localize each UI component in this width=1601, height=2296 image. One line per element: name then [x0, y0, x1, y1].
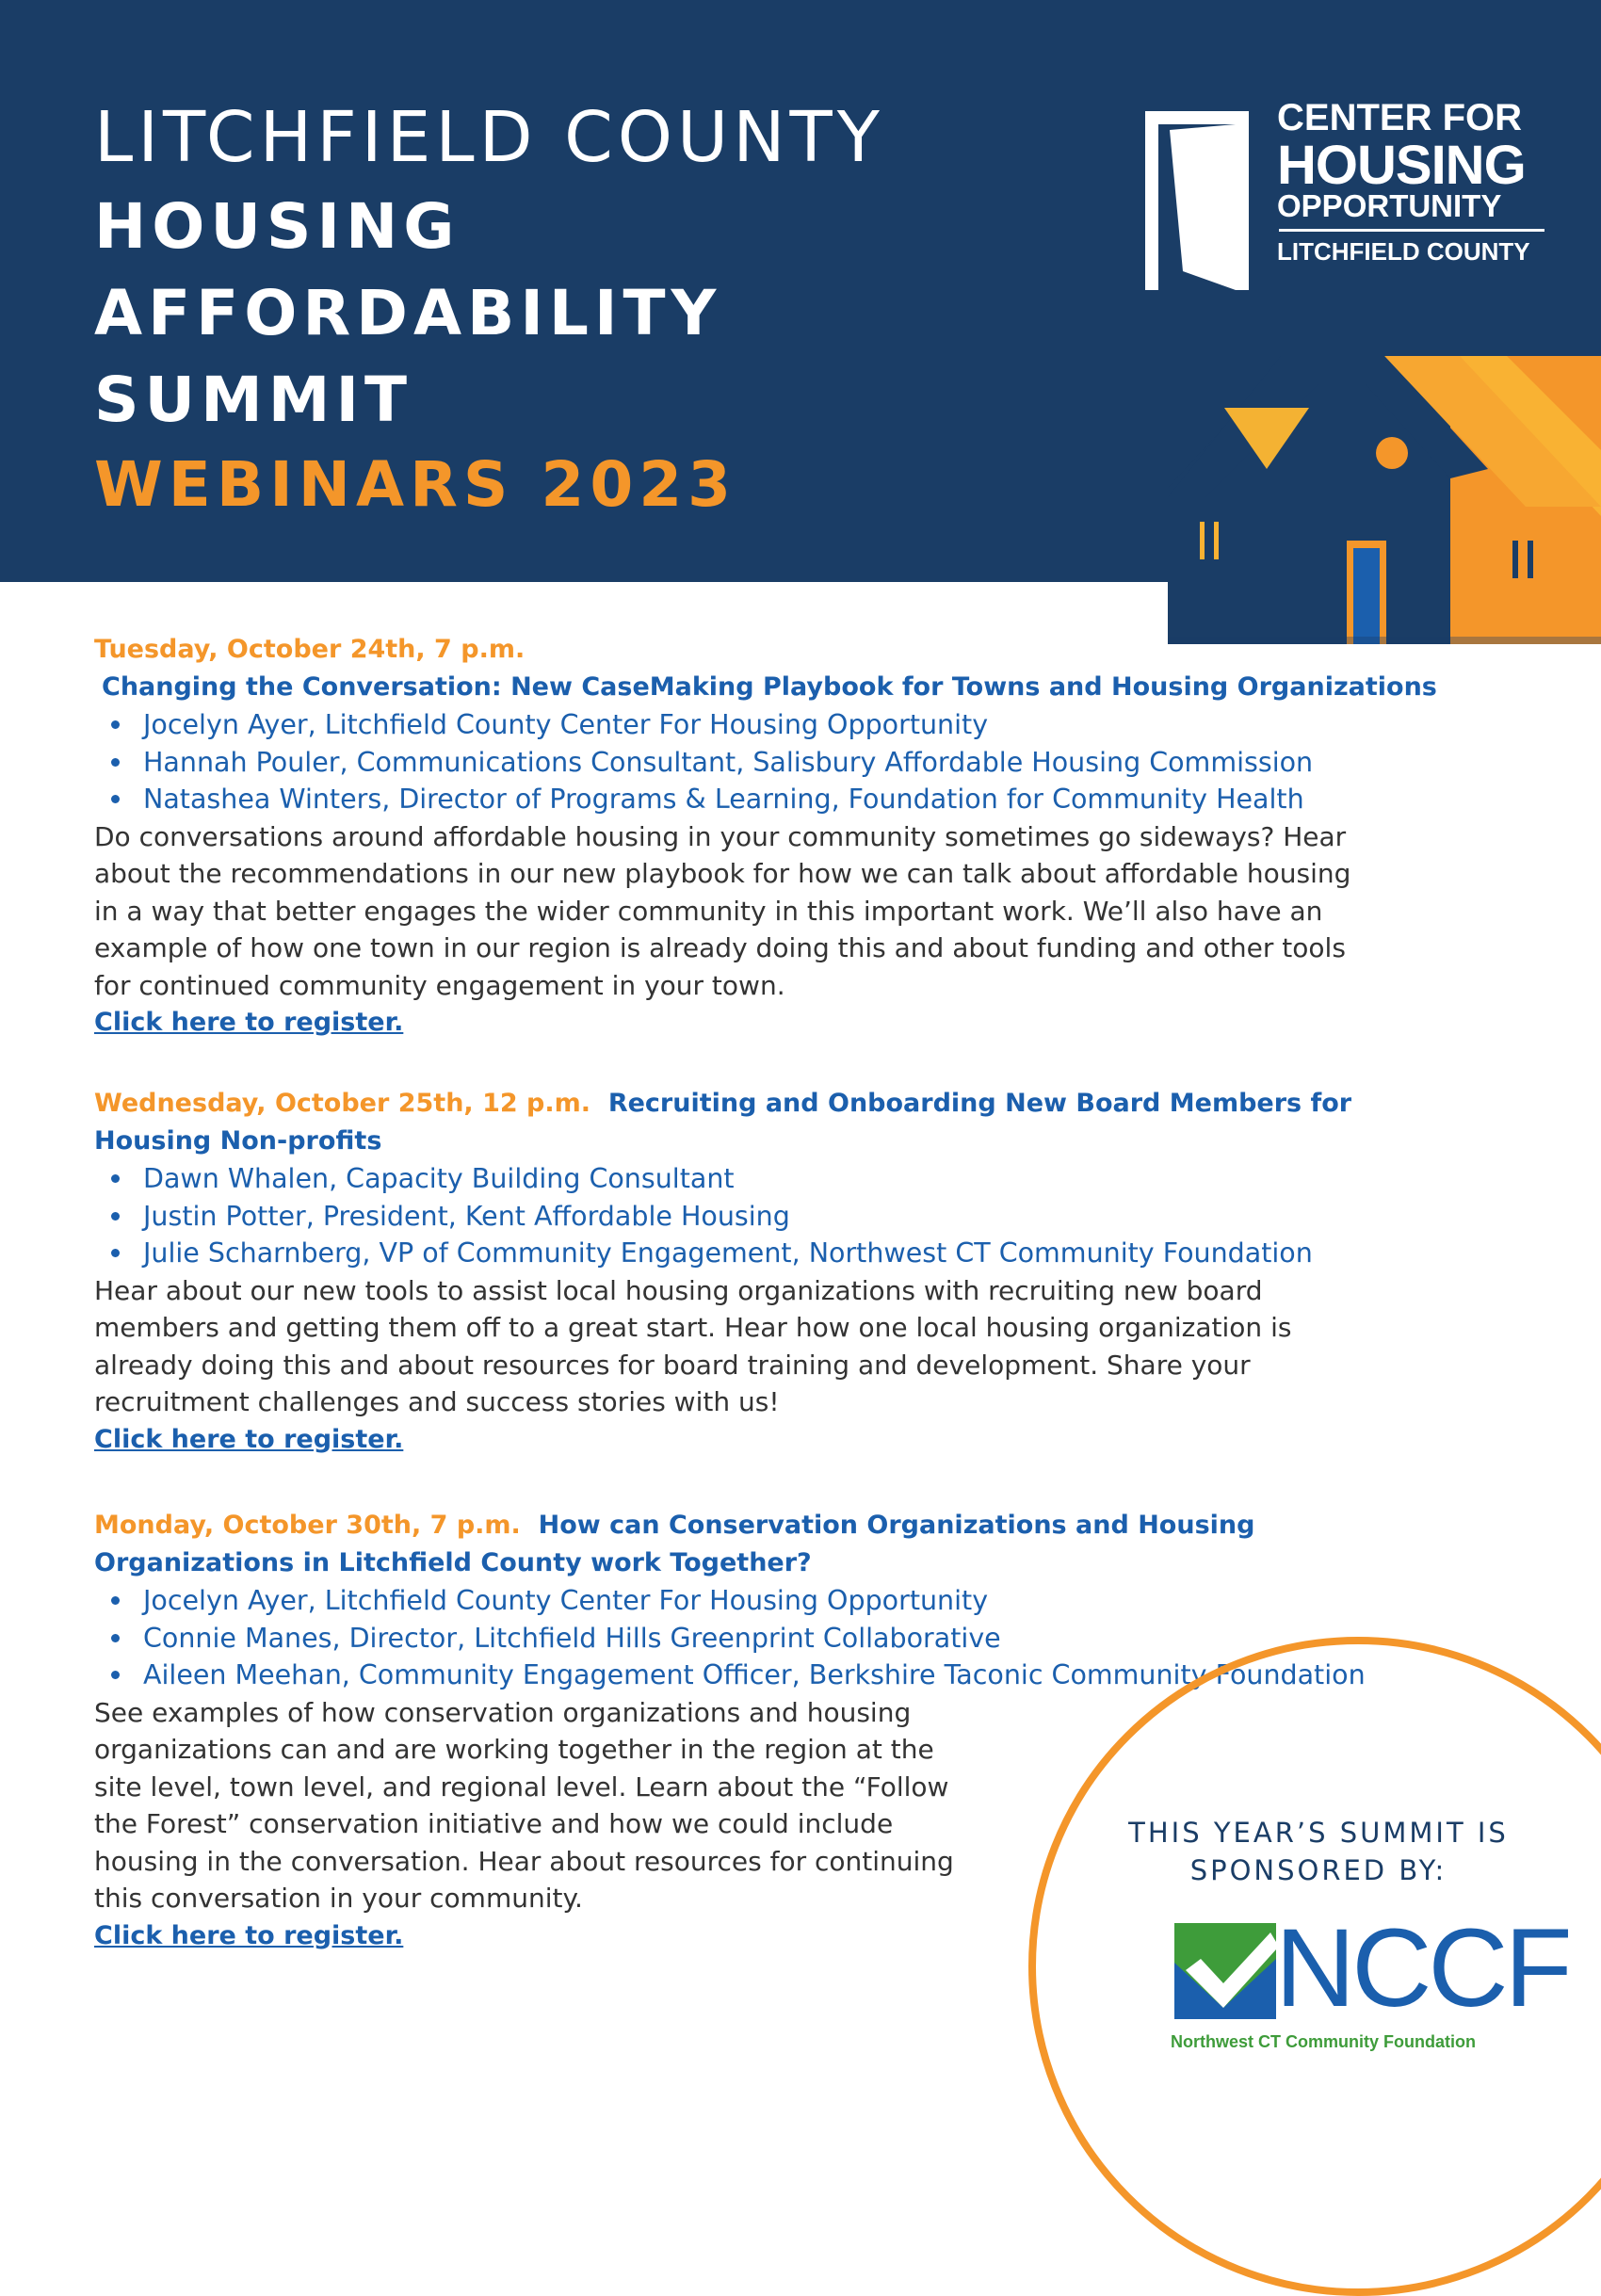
- speaker-item: Connie Manes, Director, Litchfield Hills Greenprint Collaborative: [143, 1620, 1507, 1657]
- event-1-date: Tuesday, October 24th, 7 p.m.: [94, 635, 526, 664]
- event-3-description: See examples of how conservation organizations and housing organizations can and are working together in the region at the site level, town level, and regional level. Learn about the “Follow the Forest” conservation initiative and how we could include housing in the conversation. Hear about resources for continuing this conversation in your community.: [94, 1696, 954, 1914]
- speaker-item: Julie Scharnberg, VP of Community Engagement, Northwest CT Community Foundation: [143, 1235, 1507, 1272]
- event-2-heading: [94, 1085, 1507, 1160]
- nccf-logo-tagline: Northwest CT Community Foundation: [1171, 2032, 1476, 2051]
- event-1-register-link[interactable]: Click here to register.: [94, 1008, 404, 1037]
- open-door-icon: [1141, 105, 1253, 294]
- house-illustration: [1168, 356, 1601, 644]
- event-2-title-line-2: Housing Non-profits: [94, 1126, 382, 1156]
- event-1: [94, 631, 1507, 1042]
- event-3-heading: [94, 1507, 1507, 1582]
- speaker-item: Hannah Pouler, Communications Consultant, Salisbury Affordable Housing Commission: [143, 744, 1507, 782]
- sponsor-heading: THIS YEAR’S SUMMIT IS SPONSORED BY:: [1128, 1817, 1509, 1886]
- event-2-speakers: [94, 1160, 1507, 1272]
- nccf-logo-name: NCCF: [1275, 1906, 1569, 2030]
- event-1-description: Do conversations around affordable housing in your community sometimes go sideways? Hear about the recommendations in our new playbook for how we can talk about affordable housing in a way that better engages the wider community in this important work. We’ll also have an example of how one town in our region is already doing this and about funding and other tools for continued community engagement in your town.: [94, 820, 1351, 1001]
- title-line-county: LITCHFIELD COUNTY: [94, 97, 884, 178]
- speaker-item: Natashea Winters, Director of Programs & Learning, Foundation for Community Health: [143, 781, 1507, 818]
- speaker-item: Aileen Meehan, Community Engagement Officer, Berkshire Taconic Community Foundation: [143, 1657, 1507, 1694]
- event-3-date: Monday, October 30th, 7 p.m.: [94, 1511, 521, 1540]
- logo-line-center-for: CENTER FOR: [1277, 97, 1522, 138]
- title-line-webinars: WEBINARS 2023: [94, 448, 737, 521]
- event-2-date: Wednesday, October 25th, 12 p.m.: [94, 1089, 591, 1118]
- event-2-description: Hear about our new tools to assist local housing organizations with recruiting new board members and getting them off to a great start. Hear how one local housing organization is already doing this and about resources for board training and development. Share your recruitment challenges and success stories with us!: [94, 1274, 1292, 1417]
- checkmark-square-icon: [1172, 1921, 1278, 2021]
- event-2-register-link[interactable]: Click here to register.: [94, 1424, 404, 1454]
- logo-line-county: LITCHFIELD COUNTY: [1277, 237, 1530, 266]
- event-3-title-line-2: Organizations in Litchfield County work Together?: [94, 1548, 812, 1577]
- event-2-title-line-1: Recruiting and Onboarding New Board Members for: [607, 1089, 1352, 1118]
- title-line-summit: SUMMIT: [94, 364, 413, 436]
- speaker-item: Justin Potter, President, Kent Affordable Housing: [143, 1198, 1507, 1236]
- event-1-speakers: [94, 706, 1507, 818]
- speaker-item: Dawn Whalen, Capacity Building Consultant: [143, 1160, 1507, 1198]
- event-3-title-line-1: How can Conservation Organizations and Housing: [538, 1511, 1255, 1540]
- event-3-register-link[interactable]: Click here to register.: [94, 1920, 404, 1950]
- speaker-item: Jocelyn Ayer, Litchfield County Center For Housing Opportunity: [143, 1582, 1507, 1620]
- event-2: [94, 1085, 1507, 1459]
- logo-divider: [1279, 229, 1544, 232]
- speaker-item: Jocelyn Ayer, Litchfield County Center For Housing Opportunity: [143, 706, 1507, 744]
- logo-line-housing: HOUSING: [1277, 135, 1526, 196]
- title-line-affordability: AFFORDABILITY: [94, 277, 722, 349]
- logo-line-opportunity: OPPORTUNITY: [1277, 188, 1502, 223]
- title-line-housing: HOUSING: [94, 190, 461, 263]
- event-1-title: Changing the Conversation: New CaseMaking Playbook for Towns and Housing Organizations: [102, 672, 1437, 702]
